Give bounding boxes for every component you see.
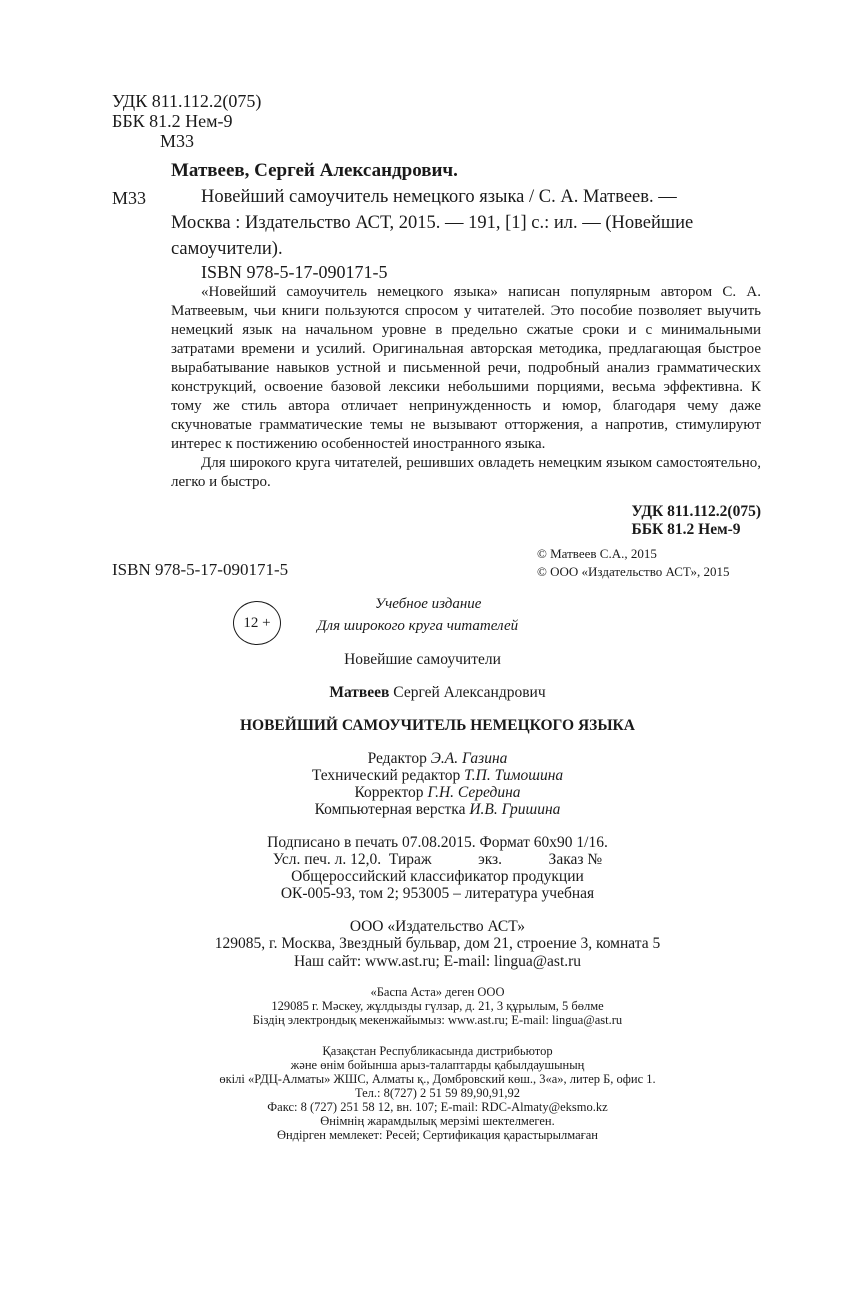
credit-corrector (0, 784, 845, 802)
credit-role: Компьютерная верстка (314, 801, 466, 818)
kz-distributor-line-6: Өнімнің жарамдылық мерзімі шектелмеген. (320, 1114, 555, 1128)
credit-tech-editor (0, 767, 845, 785)
author-surname: Матвеев (329, 684, 390, 701)
bbk-code-right: ББК 81.2 Нем-9 (631, 521, 741, 538)
author-mark-top: М33 (160, 131, 195, 151)
author-names: Сергей Александрович (393, 684, 546, 701)
kz-publisher-line-1: «Баспа Аста» деген ООО (370, 985, 505, 999)
print-info-line-2 (0, 851, 845, 869)
annotation-paragraph-2: Для широкого круга читателей, решивших овладеть немецким языком самостоятельно, легко и быстро. (171, 455, 761, 490)
print-info-line-3: Общероссийский классификатор продукции (291, 868, 584, 885)
publisher-address: 129085, г. Москва, Звездный бульвар, дом 21, строение 3, комната 5 (214, 935, 661, 952)
credit-name: Г.Н. Середина (427, 784, 521, 801)
credit-role: Корректор (354, 784, 424, 801)
kz-distributor-line-3: өкілі «РДЦ-Алматы» ЖШС, Алматы қ., Домбровский көш., 3«а», литер Б, офис 1. (219, 1072, 656, 1086)
description-line-3: самоучители). (171, 239, 283, 259)
author-mark-left: М33 (112, 188, 147, 208)
age-rating-label: 12 + (243, 614, 271, 631)
kz-distributor-line-2: және өнім бойынша арыз-талаптарды қабылдаушының (290, 1058, 585, 1072)
credit-name: И.В. Гришина (469, 801, 561, 818)
bibliographic-description (171, 184, 761, 262)
kz-publisher-line-2: 129085 г. Мәскеу, жұлдызды гүлзар, д. 21, 3 құрылым, 5 бөлме (271, 999, 604, 1013)
age-rating-badge (233, 601, 281, 645)
print-info-line-1: Подписано в печать 07.08.2015. Формат 60x90 1/16. (267, 834, 608, 851)
publisher-contacts: Наш сайт: www.ast.ru; E-mail: lingua@ast.ru (293, 953, 582, 970)
credit-name: Т.П. Тимошина (464, 767, 564, 784)
print-info-line-2-text: Усл. печ. л. 12,0. Тираж экз. Заказ № (272, 851, 603, 868)
publisher-name: ООО «Издательство АСТ» (349, 918, 526, 935)
book-title: НОВЕЙШИЙ САМОУЧИТЕЛЬ НЕМЕЦКОГО ЯЗЫКА (239, 717, 635, 734)
bbk-code-top: ББК 81.2 Нем-9 (112, 111, 233, 131)
udk-code-top: УДК 811.112.2(075) (112, 91, 262, 111)
kz-distributor-line-1: Қазақстан Республикасында дистрибьютор (322, 1044, 553, 1058)
credit-role: Технический редактор (311, 767, 461, 784)
kz-distributor-line-5: Факс: 8 (727) 251 58 12, вн. 107; E-mail: RDC-Almaty@eksmo.kz (267, 1100, 608, 1114)
isbn-main: ISBN 978-5-17-090171-5 (201, 262, 388, 282)
author-heading: Матвеев, Сергей Александрович. (171, 160, 458, 181)
annotation-paragraph-1: «Новейший самоучитель немецкого языка» написан популярным автором С. А. Матвеевым, чьи книги пользуются спросом у читателей. Это пособие позволяет выучить немецкий язык на начальном уровне в предельно сжатые сроки и с минимальными затратами времени и усилий. Оригинальная авторская методика, предлагающая быстрое вырабатывание навыков устной и письменной речи, подробный анализ грамматических конструкций, освоение базовой лексики небольшими порциями, весьма эффективна. К тому же стиль автора отличает непринужденность и юмор, благодаря чему даже скучноватые грамматические темы не вызывают отторжения, а напротив, стимулируют интерес к постижению особенностей иностранного языка. (171, 284, 761, 452)
copyright-author: © Матвеев С.А., 2015 (537, 546, 657, 561)
kz-distributor-line-7: Өндірген мемлекет: Ресей; Сертификация қарастырылмаған (276, 1128, 599, 1142)
edition-audience: Для широкого круга читателей (317, 618, 519, 634)
credit-name: Э.А. Газина (430, 750, 508, 767)
series-name: Новейшие самоучители (344, 651, 501, 668)
credit-editor (0, 750, 845, 768)
annotation (171, 283, 761, 492)
description-line-2: Москва : Издательство АСТ, 2015. — 191, [1] с.: ил. — (Новейшие (171, 213, 694, 233)
kz-distributor-line-4: Тел.: 8(727) 2 51 59 89,90,91,92 (354, 1086, 521, 1100)
udk-code-right: УДК 811.112.2(075) (631, 503, 761, 520)
author-line (0, 684, 845, 702)
isbn-left: ISBN 978-5-17-090171-5 (112, 560, 289, 579)
edition-type: Учебное издание (375, 596, 482, 612)
credit-role: Редактор (367, 750, 427, 767)
classification-block (632, 503, 761, 539)
kz-publisher-line-3: Біздің электрондық мекенжайымыз: www.ast.ru; E-mail: lingua@ast.ru (252, 1013, 623, 1027)
copyright-publisher: © ООО «Издательство АСТ», 2015 (537, 564, 730, 579)
description-line-1: Новейший самоучитель немецкого языка / С. А. Матвеев. — (201, 187, 677, 207)
credit-layout (0, 801, 845, 819)
print-info-line-4: ОК-005-93, том 2; 953005 – литература учебная (280, 885, 595, 902)
